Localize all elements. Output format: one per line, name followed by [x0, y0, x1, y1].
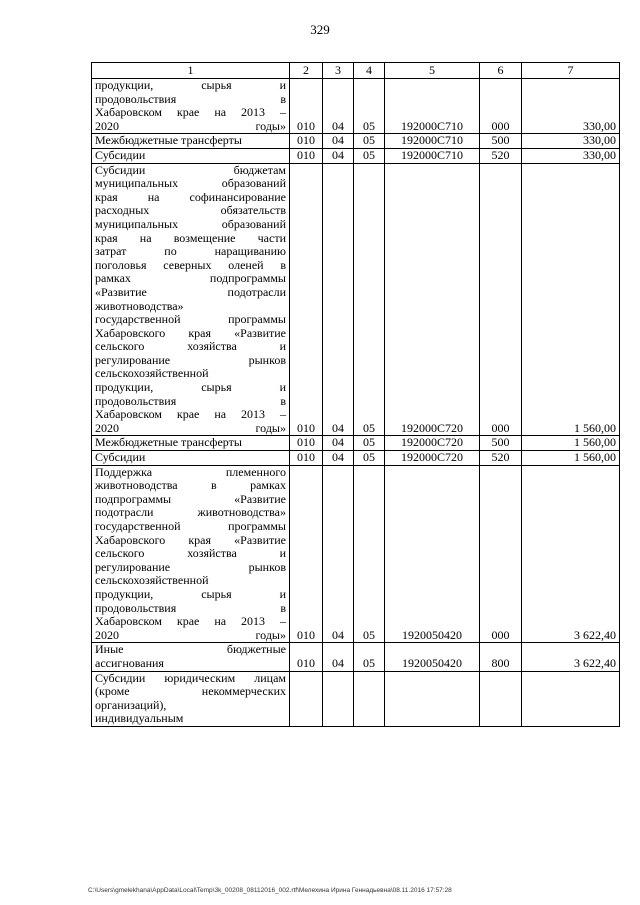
row-name-line: муниципальных образований: [95, 216, 286, 231]
row-expense-type: 520: [480, 451, 522, 466]
row-target-article: [385, 671, 480, 726]
row-target-article: 192000С710: [385, 79, 480, 134]
table-row: [92, 79, 620, 134]
row-expense-type: [480, 671, 522, 726]
header-col-2: 2: [290, 63, 323, 79]
row-name-line: 2020 годы»: [95, 627, 286, 642]
row-amount: 3 622,40: [522, 643, 620, 671]
row-target-article: 192000С720: [385, 436, 480, 451]
footer-path: C:\Users\gmelekhana\AppData\Local\Temp\3k_00208_08112016_002.rtf\Мелехина Ирина Геннадьевна\08.11.2016 17:57:28: [88, 887, 452, 894]
row-name-line: подпрограммы «Развитие: [95, 491, 286, 506]
row-target-article: 192000С720: [385, 451, 480, 466]
row-name-line: 2020 годы»: [95, 420, 286, 435]
row-name-line: продукции, сырья и: [95, 78, 286, 92]
row-section: 04: [323, 643, 354, 671]
row-name-line: продукции, сырья и: [95, 380, 286, 395]
row-name-line: поголовья северных оленей в: [95, 257, 286, 272]
row-section: 04: [323, 451, 354, 466]
row-name-line: сельского хозяйства и: [95, 339, 286, 354]
row-subsection: 05: [354, 465, 385, 643]
row-name: [92, 671, 290, 726]
table-row: [92, 451, 620, 466]
row-section: [323, 671, 354, 726]
row-name-line: ассигнования: [95, 655, 164, 670]
row-name-line: «Развитие подотрасли: [95, 284, 286, 299]
row-name-line: государственной программы: [95, 519, 286, 533]
row-name-line: государственной программы: [95, 312, 286, 327]
row-name-line: Хабаровском крае на 2013 –: [95, 407, 286, 422]
row-name-line: края на возмещение части: [95, 230, 286, 245]
row-name-line: Межбюджетные трансферты: [95, 435, 242, 450]
table-row: [92, 436, 620, 451]
row-name-line: продовольствия в: [95, 393, 286, 408]
row-section: 04: [323, 79, 354, 134]
row-amount: 1 560,00: [522, 163, 620, 436]
row-name-line: Межбюджетные трансферты: [95, 133, 242, 148]
table-row: [92, 163, 620, 436]
row-subsection: 05: [354, 643, 385, 671]
row-name-line: сельскохозяйственной: [95, 573, 209, 588]
row-name: [92, 451, 290, 466]
table-row: [92, 465, 620, 643]
row-name: [92, 79, 290, 134]
row-target-article: 1920050420: [385, 643, 480, 671]
row-expense-type: 800: [480, 643, 522, 671]
row-expense-type: 000: [480, 79, 522, 134]
row-expense-type: 500: [480, 436, 522, 451]
row-amount: 3 622,40: [522, 465, 620, 643]
table-row: [92, 671, 620, 726]
row-name-line: 2020 годы»: [95, 118, 286, 133]
row-name-line: Поддержка племенного: [95, 464, 286, 479]
row-target-article: 192000С710: [385, 148, 480, 163]
row-section: 04: [323, 436, 354, 451]
row-name-line: (кроме некоммерческих: [95, 684, 286, 699]
row-name-line: Иные бюджетные: [95, 642, 286, 657]
table-body: [92, 79, 620, 727]
row-expense-type: 000: [480, 163, 522, 436]
row-name-line: Хабаровского края «Развитие: [95, 532, 286, 547]
row-name-line: продукции, сырья и: [95, 586, 286, 601]
row-name-line: Субсидии: [95, 450, 146, 465]
row-section: 04: [323, 148, 354, 163]
row-name-line: регулирование рынков: [95, 559, 286, 574]
row-name-line: регулирование рынков: [95, 352, 286, 367]
row-name-line: Субсидии бюджетам: [95, 162, 286, 177]
row-name-line: организаций),: [95, 697, 167, 712]
row-admin-code: 010: [290, 148, 323, 163]
row-section: 04: [323, 163, 354, 436]
row-name-line: подотрасли животноводства»: [95, 505, 286, 520]
header-col-4: 4: [354, 63, 385, 79]
header-col-6: 6: [480, 63, 522, 79]
row-name: [92, 134, 290, 149]
row-name-line: продовольствия в: [95, 91, 286, 106]
row-admin-code: [290, 671, 323, 726]
row-name-line: Хабаровском крае на 2013 –: [95, 105, 286, 120]
row-amount: 1 560,00: [522, 436, 620, 451]
row-name-line: Субсидии: [95, 147, 146, 162]
row-admin-code: 010: [290, 79, 323, 134]
row-name-line: муниципальных образований: [95, 176, 286, 191]
row-subsection: 05: [354, 79, 385, 134]
row-name-line: животноводства»: [95, 298, 184, 313]
row-admin-code: 010: [290, 451, 323, 466]
header-col-5: 5: [385, 63, 480, 79]
table-row: [92, 643, 620, 671]
header-col-7: 7: [522, 63, 620, 79]
row-amount: 330,00: [522, 148, 620, 163]
row-amount: 330,00: [522, 134, 620, 149]
header-row: [92, 63, 620, 79]
header-col-3: 3: [323, 63, 354, 79]
row-subsection: 05: [354, 134, 385, 149]
row-subsection: 05: [354, 163, 385, 436]
row-name-line: Субсидии юридическим лицам: [95, 670, 286, 685]
row-amount: 330,00: [522, 79, 620, 134]
row-expense-type: 520: [480, 148, 522, 163]
row-admin-code: 010: [290, 465, 323, 643]
row-name-line: края на софинансирование: [95, 189, 286, 204]
row-name-line: Хабаровского края «Развитие: [95, 325, 286, 340]
row-amount: 1 560,00: [522, 451, 620, 466]
row-name-line: Хабаровском крае на 2013 –: [95, 614, 286, 629]
row-name-line: сельскохозяйственной: [95, 366, 209, 381]
row-admin-code: 010: [290, 643, 323, 671]
row-admin-code: 010: [290, 436, 323, 451]
header-col-1: 1: [92, 63, 290, 79]
row-subsection: 05: [354, 451, 385, 466]
row-name: [92, 148, 290, 163]
row-section: 04: [323, 134, 354, 149]
row-subsection: 05: [354, 148, 385, 163]
row-admin-code: 010: [290, 134, 323, 149]
row-name-line: расходных обязательств: [95, 203, 286, 218]
row-target-article: 192000С710: [385, 134, 480, 149]
row-target-article: 192000С720: [385, 163, 480, 436]
row-name: [92, 163, 290, 436]
budget-table: [91, 62, 620, 727]
row-name-line: затрат по наращиванию: [95, 244, 286, 259]
row-name-line: индивидуальным: [95, 711, 184, 726]
row-subsection: [354, 671, 385, 726]
row-admin-code: 010: [290, 163, 323, 436]
row-name-line: рамках подпрограммы: [95, 271, 286, 286]
row-name-line: продовольствия в: [95, 600, 286, 615]
row-expense-type: 000: [480, 465, 522, 643]
row-name: [92, 643, 290, 671]
row-subsection: 05: [354, 436, 385, 451]
row-name-line: животноводства в рамках: [95, 478, 286, 493]
row-section: 04: [323, 465, 354, 643]
table-row: [92, 148, 620, 163]
row-amount: [522, 671, 620, 726]
row-name: [92, 465, 290, 643]
page-number: 329: [310, 22, 330, 37]
table-row: [92, 134, 620, 149]
row-name: [92, 436, 290, 451]
row-expense-type: 500: [480, 134, 522, 149]
row-name-line: сельского хозяйства и: [95, 546, 286, 561]
row-target-article: 1920050420: [385, 465, 480, 643]
